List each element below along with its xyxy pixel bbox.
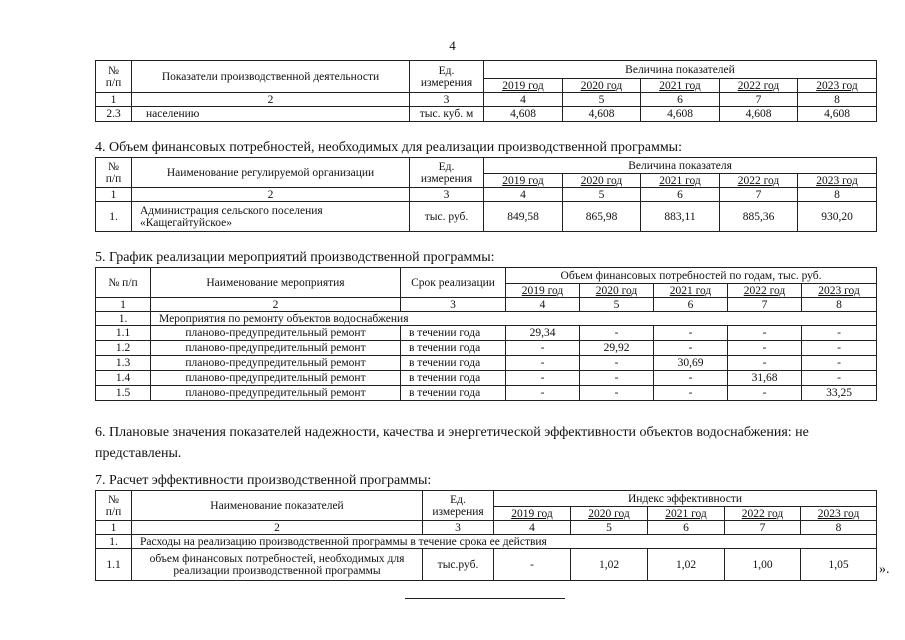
- column-index: 8: [801, 521, 877, 535]
- row-value: -: [728, 326, 802, 341]
- header-year: 2019 год: [494, 507, 571, 521]
- column-index: 8: [798, 188, 877, 202]
- row-value: 883,11: [641, 202, 720, 232]
- row-value: -: [802, 371, 877, 386]
- row-value: 885,36: [720, 202, 798, 232]
- column-index: 5: [580, 298, 654, 312]
- header-year: 2022 год: [720, 79, 798, 93]
- row-value: 1,00: [725, 549, 801, 581]
- table-row: [96, 356, 877, 371]
- column-index: 1: [96, 93, 132, 107]
- header-year: 2021 год: [648, 507, 725, 521]
- group-row: [96, 535, 877, 549]
- row-num: 1.: [96, 535, 132, 549]
- row-value: 4,608: [641, 107, 720, 122]
- header-unit: Ед. измерения: [410, 61, 484, 93]
- column-index: 6: [641, 93, 720, 107]
- table-row: [96, 371, 877, 386]
- table-row: [96, 341, 877, 356]
- section-4-title: 4. Объем финансовых потребностей, необходимых для реализации производственной программы:: [95, 140, 682, 155]
- row-value: 1,02: [571, 549, 648, 581]
- header-num: № п/п: [96, 491, 132, 521]
- row-term: в течении года: [401, 356, 506, 371]
- row-value: 1,05: [801, 549, 877, 581]
- row-value: -: [506, 386, 580, 401]
- header-year: 2022 год: [720, 174, 798, 188]
- column-index-row: [96, 188, 877, 202]
- column-index-row: [96, 521, 877, 535]
- column-index: 3: [410, 188, 484, 202]
- column-index: 8: [798, 93, 877, 107]
- row-unit: тыс.руб.: [423, 549, 494, 581]
- page-number: 4: [449, 38, 456, 53]
- header-num: № п/п: [96, 268, 151, 298]
- row-value: 29,34: [506, 326, 580, 341]
- header-num: № п/п: [96, 61, 132, 93]
- closing-quote-mark: ».: [879, 562, 890, 577]
- header-year: 2019 год: [484, 79, 563, 93]
- row-term: в течении года: [401, 386, 506, 401]
- row-activity: планово-предупредительный ремонт: [151, 326, 401, 341]
- header-year: 2019 год: [484, 174, 563, 188]
- row-value: -: [580, 386, 654, 401]
- column-index: 7: [720, 188, 798, 202]
- row-value: 31,68: [728, 371, 802, 386]
- table-row: [96, 326, 877, 341]
- table-row: [96, 549, 877, 581]
- row-value: 4,608: [720, 107, 798, 122]
- header-year: 2021 год: [654, 284, 728, 298]
- financial-needs-table: [95, 157, 877, 232]
- row-activity: планово-предупредительный ремонт: [151, 371, 401, 386]
- column-index: 5: [563, 188, 641, 202]
- header-year: 2021 год: [641, 79, 720, 93]
- row-value: 849,58: [484, 202, 563, 232]
- column-index: 2: [132, 188, 410, 202]
- row-value: 865,98: [563, 202, 641, 232]
- column-index-row: [96, 93, 877, 107]
- row-activity: планово-предупредительный ремонт: [151, 341, 401, 356]
- header-num: № п/п: [96, 158, 132, 188]
- row-value: -: [506, 371, 580, 386]
- row-value: -: [802, 341, 877, 356]
- header-year: 2020 год: [563, 174, 641, 188]
- column-index: 3: [423, 521, 494, 535]
- row-name: населению: [132, 107, 410, 122]
- column-index: 8: [802, 298, 877, 312]
- footer-divider: [405, 598, 565, 599]
- column-index: 7: [725, 521, 801, 535]
- row-value: -: [728, 356, 802, 371]
- row-value: 4,608: [798, 107, 877, 122]
- row-value: 930,20: [798, 202, 877, 232]
- column-index-row: [96, 298, 877, 312]
- column-index: 1: [96, 298, 151, 312]
- header-year: 2023 год: [802, 284, 877, 298]
- column-index: 4: [484, 93, 563, 107]
- row-value: -: [654, 326, 728, 341]
- row-value: -: [654, 386, 728, 401]
- header-term: Срок реализации: [401, 268, 506, 298]
- row-value: -: [494, 549, 571, 581]
- group-row: [96, 312, 877, 326]
- header-indicators: Показатели производственной деятельности: [132, 61, 410, 93]
- production-indicators-table: [95, 60, 877, 122]
- row-value: 33,25: [802, 386, 877, 401]
- row-organization: Администрация сельского поселения «Кащегайтуйское»: [132, 202, 410, 232]
- table-row: [96, 107, 877, 122]
- header-year: 2020 год: [571, 507, 648, 521]
- header-organization: Наименование регулируемой организации: [132, 158, 410, 188]
- row-term: в течении года: [401, 341, 506, 356]
- row-value: -: [654, 341, 728, 356]
- row-value: -: [506, 356, 580, 371]
- column-index: 4: [484, 188, 563, 202]
- header-indicators: Наименование показателей: [132, 491, 423, 521]
- header-values-group: Индекс эффективности: [494, 491, 877, 507]
- row-value: 1,02: [648, 549, 725, 581]
- header-values-group: Величина показателя: [484, 158, 877, 174]
- column-index: 1: [96, 188, 132, 202]
- group-title: Расходы на реализацию производственной программы в течение срока ее действия: [132, 535, 877, 549]
- row-indicator: объем финансовых потребностей, необходимых для реализации производственной программы: [132, 549, 423, 581]
- row-activity: планово-предупредительный ремонт: [151, 356, 401, 371]
- row-num: 2.3: [96, 107, 132, 122]
- column-index: 4: [506, 298, 580, 312]
- row-term: в течении года: [401, 326, 506, 341]
- row-num: 1.4: [96, 371, 151, 386]
- row-activity: планово-предупредительный ремонт: [151, 386, 401, 401]
- column-index: 2: [132, 93, 410, 107]
- row-value: 30,69: [654, 356, 728, 371]
- row-value: -: [580, 356, 654, 371]
- header-year: 2023 год: [798, 79, 877, 93]
- row-num: 1.1: [96, 326, 151, 341]
- column-index: 2: [151, 298, 401, 312]
- column-index: 7: [728, 298, 802, 312]
- row-term: в течении года: [401, 371, 506, 386]
- section-5-title: 5. График реализации мероприятий производственной программы:: [95, 250, 495, 265]
- row-num: 1.2: [96, 341, 151, 356]
- header-year: 2020 год: [580, 284, 654, 298]
- header-year: 2019 год: [506, 284, 580, 298]
- row-unit: тыс. куб. м: [410, 107, 484, 122]
- row-value: -: [654, 371, 728, 386]
- table-row: [96, 202, 877, 232]
- table-row: [96, 386, 877, 401]
- column-index: 2: [132, 521, 423, 535]
- row-value: 29,92: [580, 341, 654, 356]
- header-values-group: Величина показателей: [484, 61, 877, 79]
- header-unit: Ед. измерения: [423, 491, 494, 521]
- row-value: -: [580, 326, 654, 341]
- column-index: 3: [401, 298, 506, 312]
- column-index: 5: [571, 521, 648, 535]
- column-index: 4: [494, 521, 571, 535]
- row-num: 1.: [96, 312, 151, 326]
- header-values-group: Объем финансовых потребностей по годам, тыс. руб.: [506, 268, 877, 284]
- row-value: -: [802, 326, 877, 341]
- header-year: 2020 год: [563, 79, 641, 93]
- column-index: 3: [410, 93, 484, 107]
- row-value: 4,608: [563, 107, 641, 122]
- column-index: 6: [654, 298, 728, 312]
- row-value: -: [506, 341, 580, 356]
- row-num: 1.1: [96, 549, 132, 581]
- row-unit: тыс. руб.: [410, 202, 484, 232]
- row-value: -: [802, 356, 877, 371]
- header-year: 2023 год: [798, 174, 877, 188]
- row-value: 4,608: [484, 107, 563, 122]
- row-value: -: [728, 386, 802, 401]
- section-7-title: 7. Расчет эффективности производственной программы:: [95, 473, 432, 488]
- row-num: 1.3: [96, 356, 151, 371]
- row-value: -: [728, 341, 802, 356]
- group-title: Мероприятия по ремонту объектов водоснабжения: [151, 312, 877, 326]
- column-index: 1: [96, 521, 132, 535]
- header-year: 2021 год: [641, 174, 720, 188]
- row-num: 1.: [96, 202, 132, 232]
- column-index: 6: [648, 521, 725, 535]
- column-index: 5: [563, 93, 641, 107]
- schedule-table: [95, 267, 877, 401]
- section-6-text: 6. Плановые значения показателей надежности, качества и энергетической эффективности объектов водоснабжения: не представлены.: [95, 425, 809, 461]
- header-year: 2022 год: [725, 507, 801, 521]
- header-activity: Наименование мероприятия: [151, 268, 401, 298]
- header-year: 2022 год: [728, 284, 802, 298]
- row-value: -: [580, 371, 654, 386]
- header-year: 2023 год: [801, 507, 877, 521]
- column-index: 7: [720, 93, 798, 107]
- efficiency-table: [95, 490, 877, 581]
- column-index: 6: [641, 188, 720, 202]
- header-unit: Ед. измерения: [410, 158, 484, 188]
- row-num: 1.5: [96, 386, 151, 401]
